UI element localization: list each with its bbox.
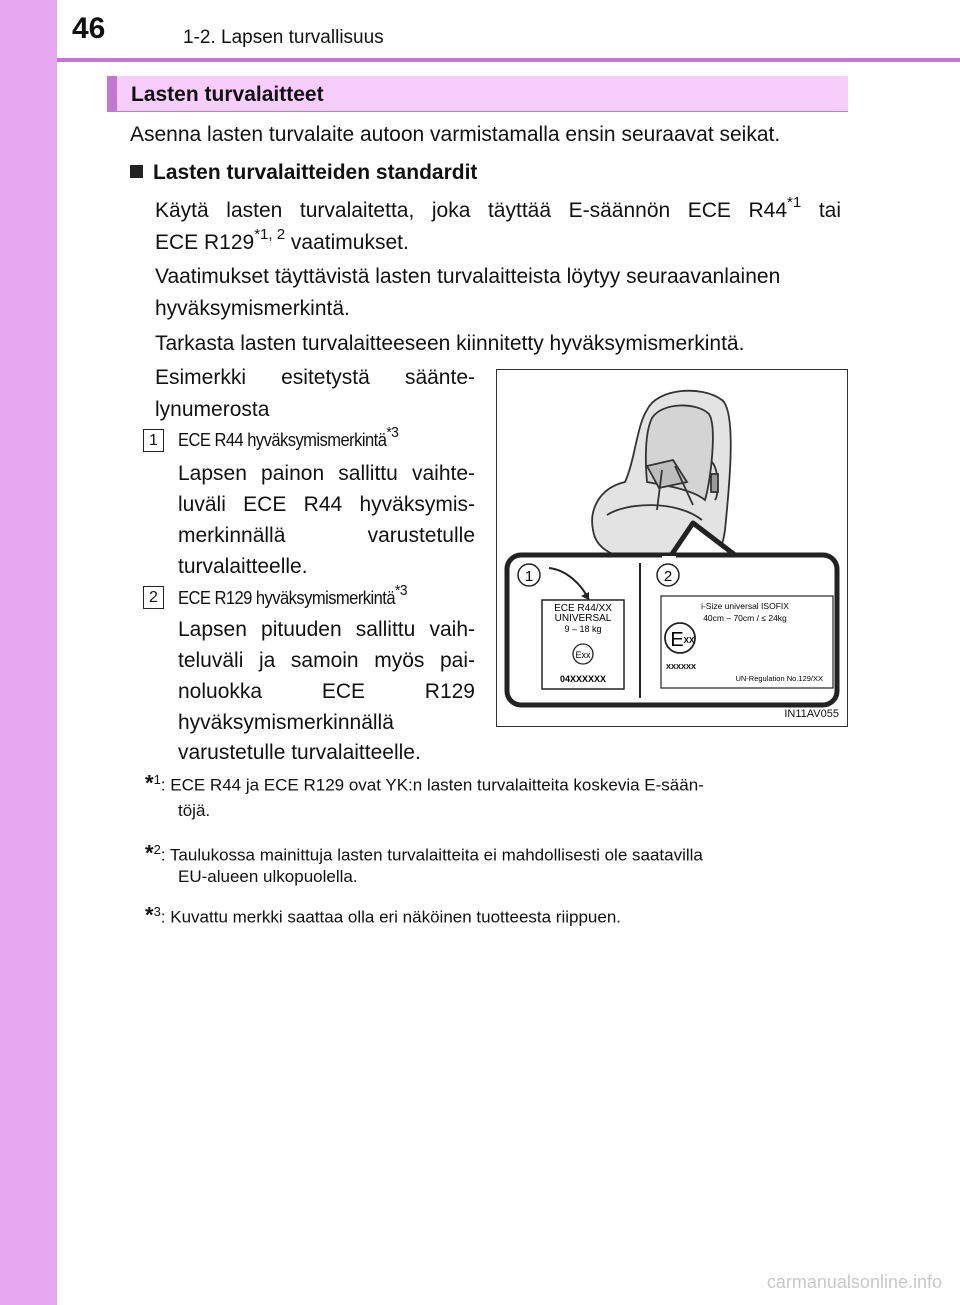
paragraph-standard-line2: ECE R129$^{*1, 2}$ vaatimukset. [155,226,409,254]
example-heading-line1: Esimerkki esitetystä sääntе- [155,366,475,389]
item1-line2: luväli ECE R44 hyväksymis- [178,493,475,516]
item2-line5: varustetulle turvalaitteelle. [178,741,421,764]
example-heading-line2: lynumerosta [155,398,270,421]
square-bullet-icon [130,165,143,178]
intro-text: Asenna lasten turvalaite autoon varmistamalla ensin seuraavat seikat. [130,123,781,146]
r44-line3: 9 – 18 kg [564,624,602,634]
section-title: Lasten turvalaitteet [131,83,324,106]
callout-2-number: 2 [663,568,673,585]
figure-code: IN11AV055 [784,708,839,720]
approval-label-figure [496,369,848,727]
item2-line1: Lapsen pituuden sallittu vaih- [178,618,475,641]
r129-line1: i-Size universal ISOFIX [701,601,789,611]
subheading-text: Lasten turvalaitteiden standardit [153,161,478,184]
paragraph-label-line1: Vaatimukset täyttävistä lasten turvalaitteista löytyy seuraavanlainen [155,265,781,288]
item1-line4: turvalaitteelle. [178,555,308,578]
footnote-2-cont: EU-alueen ulkopuolella. [178,867,358,886]
item2-line2: teluväli ja samoin myös pai- [178,649,475,672]
r129-line2: 40cm – 70cm / ≤ 24kg [703,613,787,623]
r129-mark: E [670,629,684,651]
item-number-1: 1 [143,429,164,452]
item2-line3: noluokka ECE R129 [178,680,475,703]
item-number-2: 2 [143,586,164,609]
footnote-2: *$^2$: Taulukossa mainittuja lasten turvalaitteita ei mahdollisesti ole saatavilla [145,840,703,866]
section-header [107,76,848,112]
r129-number: XXXXXX [666,662,697,671]
sidebar-strip [0,0,57,1305]
watermark: carmanualsonline.info [766,1272,942,1292]
footnote-3: *$^3$: Kuvattu merkki saattaa olla eri näköinen tuotteesta riippuen. [145,902,622,928]
page-number: 46 [72,12,106,45]
header-divider [57,58,960,62]
figure-illustration [497,370,846,725]
subheading [130,157,477,189]
r129-mark-sub: XX [683,636,695,645]
r44-number: 04XXXXXX [559,674,607,684]
paragraph-standard-line1: Käytä lasten turvalaitetta, joka täyttää E-säännön ECE R44$^{*1}$ tai [155,194,841,222]
item2-line4: hyväksymismerkinnällä [178,711,394,734]
r44-line2: UNIVERSAL [554,613,612,624]
r44-line1: ECE R44/XX [554,603,612,614]
r129-regulation: UN-Regulation No.129/XX [735,674,823,683]
paragraph-check: Tarkasta lasten turvalaitteeseen kiinnitetty hyväksymismerkintä. [155,332,745,355]
callout-1-number: 1 [524,568,534,585]
footnote-1: *$^1$: ECE R44 ja ECE R129 ovat YK:n lasten turvalaitteita koskevia E-sään- [145,770,704,796]
item1-line1: Lapsen painon sallittu vaihte- [178,462,475,485]
item1-line3: merkinnällä varustetulle [178,524,475,547]
r44-mark: Exx [575,650,591,660]
item-label-r44: ECE R44 hyväksymismerkintä$^{*3}$ [178,424,399,450]
breadcrumb: 1-2. Lapsen turvallisuus [183,27,384,48]
footnote-1-cont: töjä. [178,801,211,820]
paragraph-label-line2: hyväksymismerkintä. [155,297,350,320]
item-label-r129: ECE R129 hyväksymismerkintä$^{*3}$ [178,582,407,608]
